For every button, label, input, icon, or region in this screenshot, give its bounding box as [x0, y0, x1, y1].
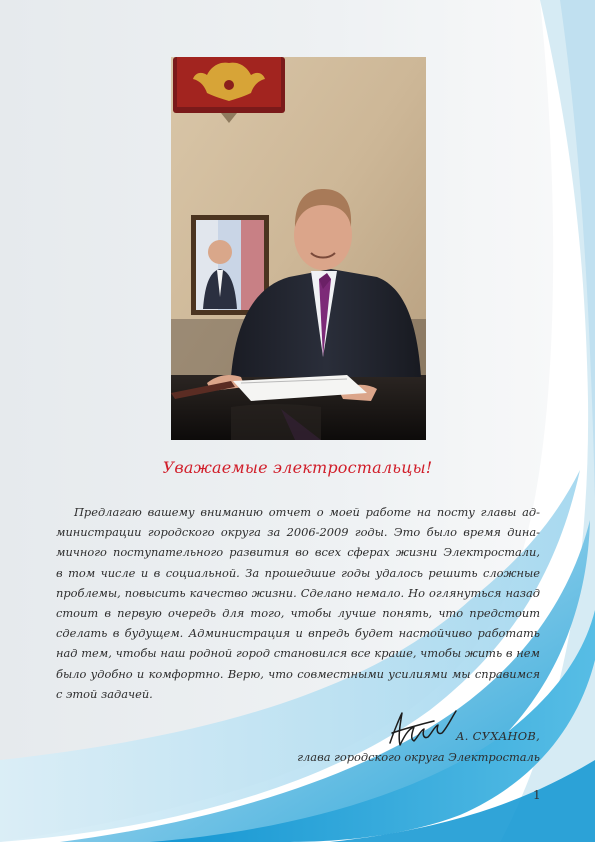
letter-line: над тем, чтобы наш родной город становился все краше, чтобы жить в нем: [56, 646, 540, 661]
greeting-heading: Уважаемые электростальцы!: [162, 458, 433, 477]
handwritten-signature: [384, 703, 464, 753]
letter-line: в том числе и в социальной. За прошедшие годы удалось решить сложные: [56, 565, 540, 580]
letter-line: было удобно и комфортно. Верю, что совместными усилиями мы справимся: [56, 666, 540, 681]
letter-line: проблемы, повысить качество жизни. Сделано немало. Но оглянуться назад: [56, 585, 540, 600]
portrait-photo: [171, 57, 426, 440]
letter-line: мичного поступательного развития во всех сферах жизни Электростали,: [56, 545, 540, 560]
letter-line: министрации городского округа за 2006-2009 годы. Это было время дина-: [56, 525, 540, 540]
signatory-name: А. СУХАНОВ,: [455, 729, 540, 743]
letter-line: с этой задачей.: [56, 686, 153, 701]
letter-line: стоит в первую очередь для того, чтобы лучше понять, что предстоит: [56, 606, 540, 621]
letter-line: сделать в будущем. Администрация и впредь будет настойчиво работать: [56, 626, 540, 641]
signatory-title: глава городского округа Электросталь: [297, 750, 540, 764]
page-number: 1: [533, 788, 541, 802]
letter-body: [56, 502, 540, 704]
letter-line: Предлагаю вашему вниманию отчет о моей работе на посту главы ад-: [74, 505, 540, 519]
